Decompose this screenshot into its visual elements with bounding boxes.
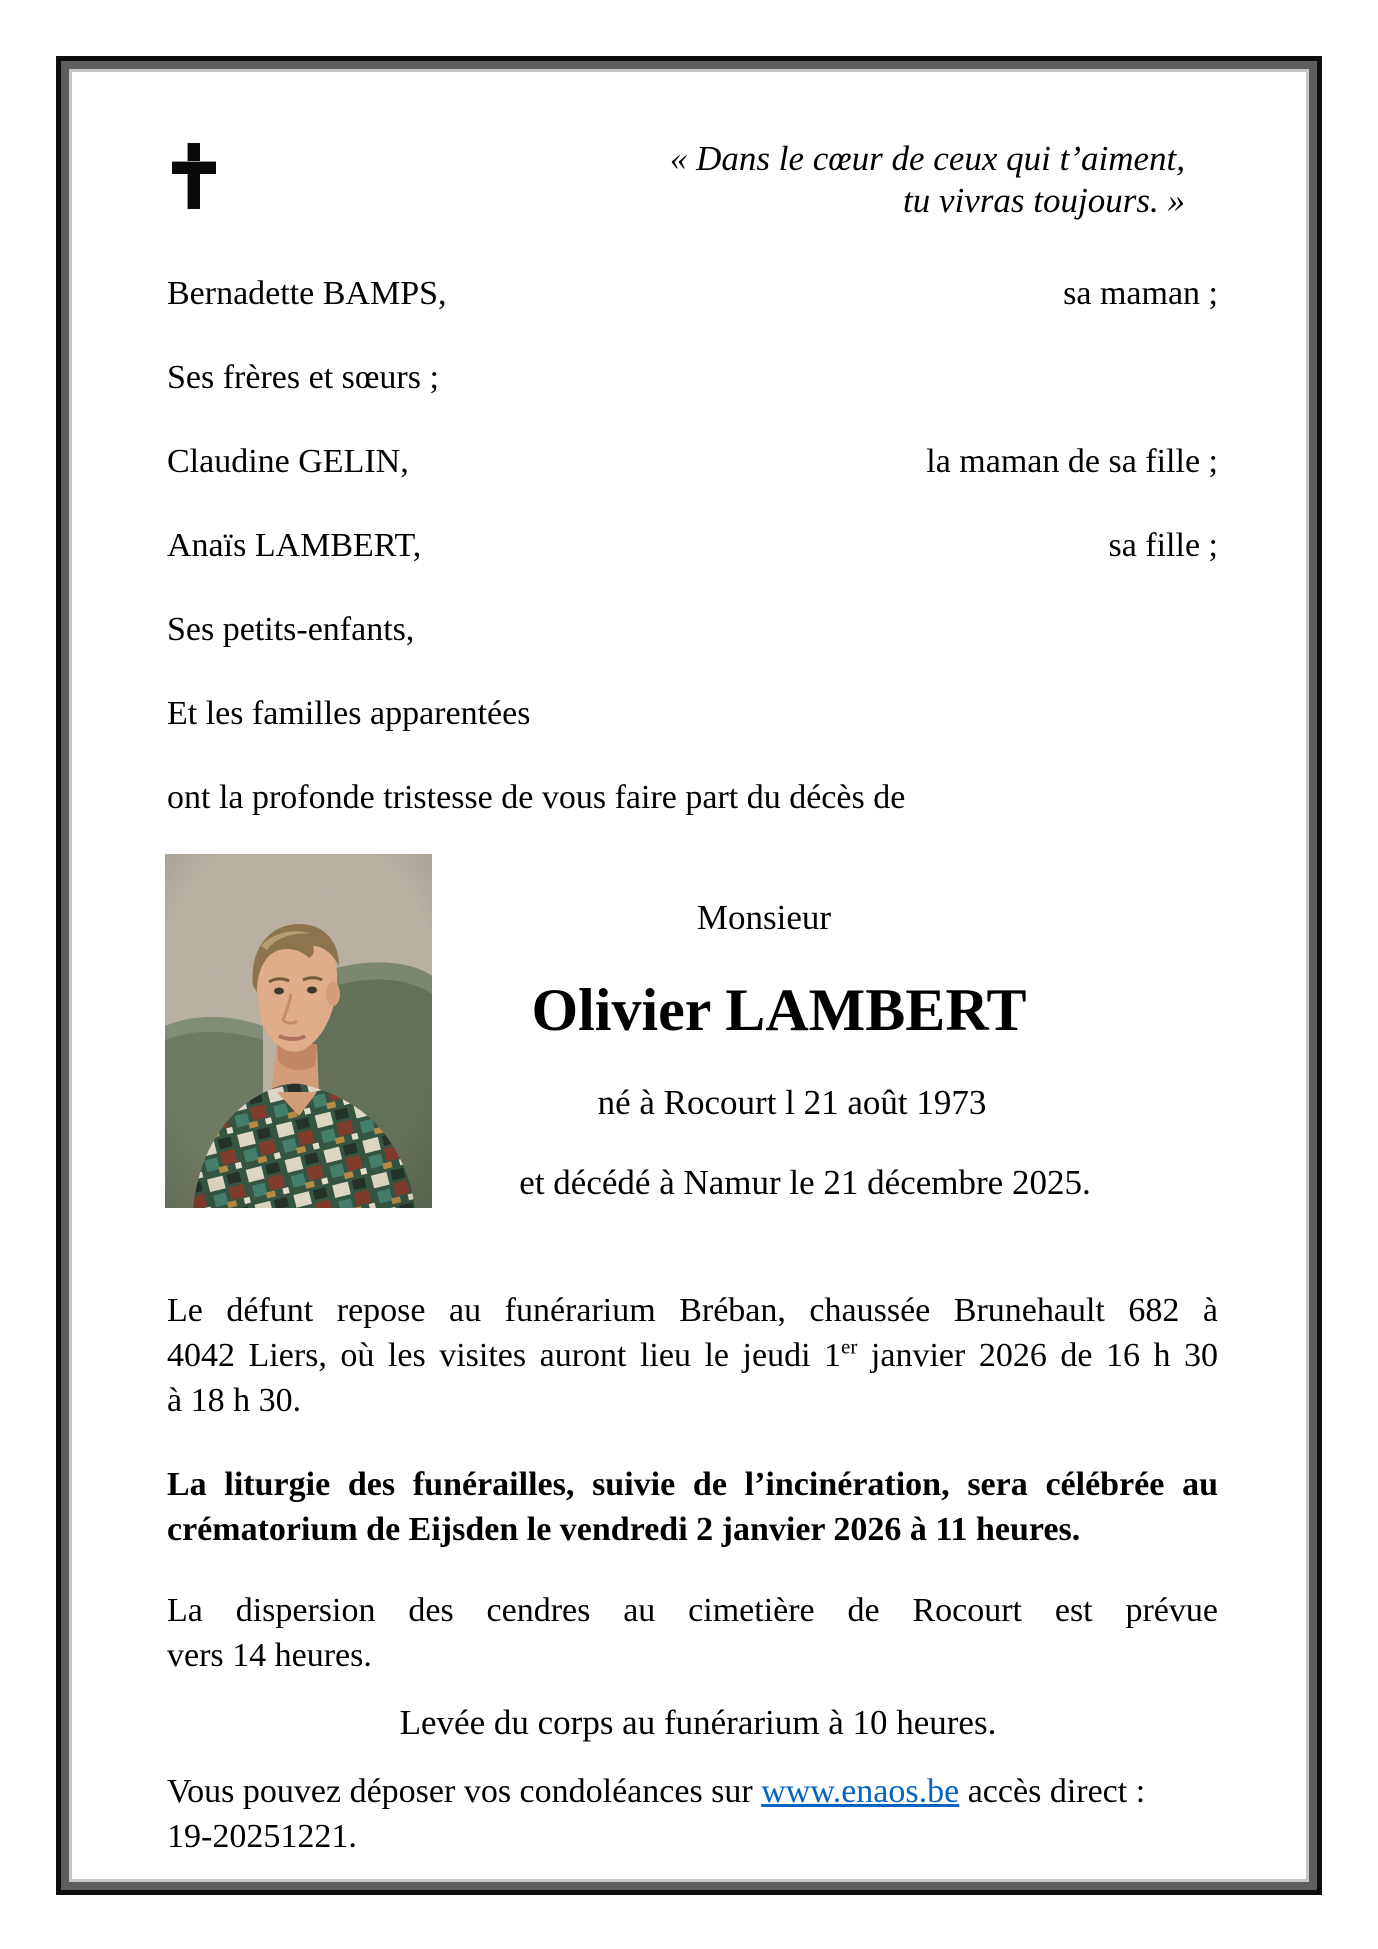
body-removal-line: Levée du corps au funérarium à 10 heures. — [399, 1703, 997, 1742]
family-row — [167, 607, 1218, 652]
dispersion-line-1: La dispersion des cendres au cimetière de Rocourt est prévue — [167, 1592, 1218, 1629]
family-row — [167, 691, 1218, 736]
visitation-line-3: à 18 h 30. — [167, 1382, 302, 1419]
civility-title: Monsieur — [696, 898, 832, 937]
ordinal-superscript: er — [841, 1334, 858, 1359]
liturgy-line-2: crématorium de Eijsden le vendredi 2 janvier 2026 à 11 heures. — [167, 1511, 1081, 1548]
liturgy-paragraph — [167, 1462, 1218, 1552]
ashes-dispersion-paragraph — [167, 1588, 1218, 1678]
death-line: et décédé à Namur le 21 décembre 2025. — [519, 1163, 1091, 1202]
condolences-paragraph — [167, 1769, 1218, 1859]
dispersion-line-2: vers 14 heures. — [167, 1637, 372, 1674]
quote-line-1: « Dans le cœur de ceux qui t’aiment, — [669, 139, 1185, 178]
relative-name: Claudine GELIN, — [167, 443, 409, 480]
relationship-label: la maman de sa fille ; — [926, 443, 1218, 480]
relative-name: Ses petits-enfants, — [167, 611, 415, 648]
latin-cross-icon — [172, 143, 216, 209]
family-row — [167, 523, 1218, 568]
visitation-line-2: 4042 Liers, où les visites auront lieu le jeudi 1er janvier 2026 de 16 h 30 — [167, 1334, 1218, 1374]
memorial-quote — [670, 138, 1185, 222]
condolences-line: Vous pouvez déposer vos condoléances sur www.enaos.be accès direct : — [167, 1773, 1146, 1810]
visitation-paragraph — [167, 1288, 1218, 1423]
quote-line-2: tu vivras toujours. » — [903, 181, 1185, 220]
relative-name: Et les familles apparentées — [167, 695, 531, 732]
birth-line: né à Rocourt l 21 août 1973 — [597, 1083, 987, 1122]
relationship-label: sa maman ; — [1063, 275, 1218, 312]
relationship-label: sa fille ; — [1108, 527, 1218, 564]
relative-name: Anaïs LAMBERT, — [167, 527, 422, 564]
liturgy-line-1: La liturgie des funérailles, suivie de l’incinération, sera célébrée au — [167, 1466, 1218, 1503]
relative-name: Bernadette BAMPS, — [167, 275, 447, 312]
enaos-website-link[interactable]: www.enaos.be — [761, 1773, 960, 1810]
deceased-name: Olivier LAMBERT — [531, 977, 1027, 1043]
family-row — [167, 439, 1218, 484]
relative-name: Ses frères et sœurs ; — [167, 359, 439, 396]
announcement-lead-in: ont la profonde tristesse de vous faire part du décès de — [167, 779, 906, 816]
family-row — [167, 271, 1218, 316]
visitation-line-1: Le défunt repose au funérarium Bréban, chaussée Brunehault 682 à — [167, 1292, 1218, 1329]
family-row — [167, 355, 1218, 400]
condolence-reference-number: 19-20251221. — [167, 1818, 357, 1855]
